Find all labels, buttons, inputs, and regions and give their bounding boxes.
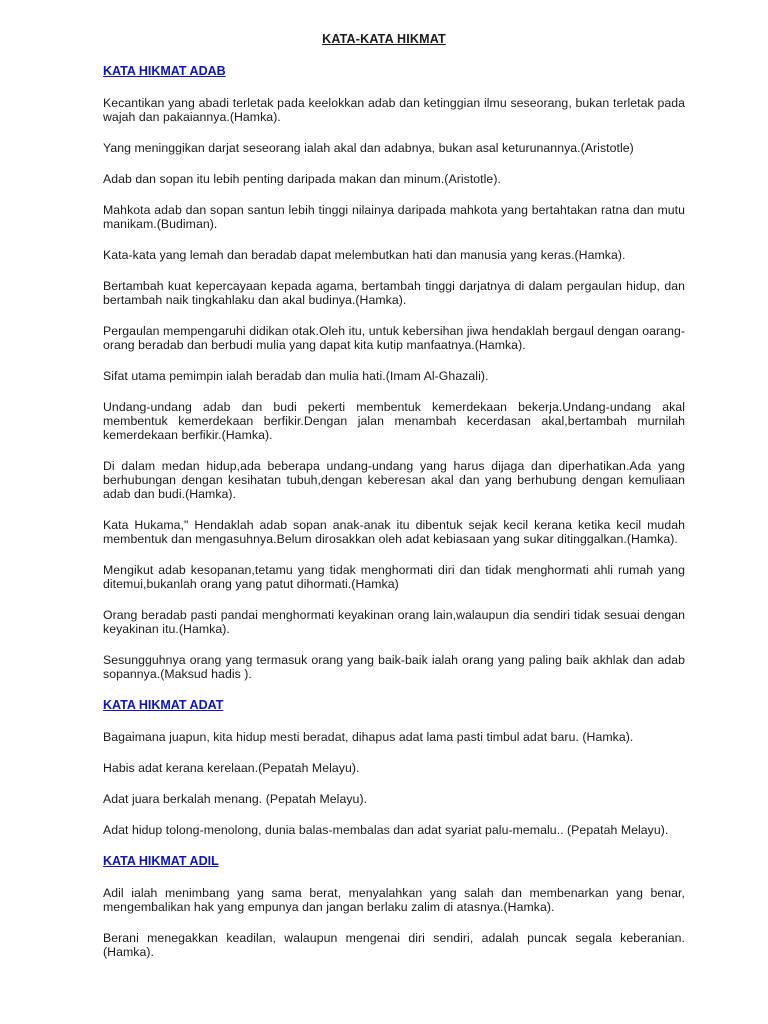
paragraph-adat-4: Adat hidup tolong-menolong, dunia balas-membalas dan adat syariat palu-memalu.. (Pepatah Melayu). xyxy=(103,823,669,837)
paragraph-adat-1: Bagaimana juapun, kita hidup mesti beradat, dihapus adat lama pasti timbul adat baru. (Hamka). xyxy=(103,730,634,744)
paragraph-adab-4: Mahkota adab dan sopan santun lebih tinggi nilainya daripada mahkota yang bertahtakan ratna dan mutu manikam.(Budiman). xyxy=(103,203,685,231)
paragraph-adab-10: Di dalam medan hidup,ada beberapa undang-undang yang harus dijaga dan diperhatikan.Ada yang berhubungan dengan kesihatan tubuh,dengan keberesan akal dan yang berhubung dengan kemuliaan adab dan budi.(Hamka). xyxy=(103,459,685,501)
paragraph-adil-1: Adil ialah menimbang yang sama berat, menyalahkan yang salah dan membenarkan yang benar, mengembalikan hak yang empunya dan jangan berlaku zalim di atasnya.(Hamka). xyxy=(103,886,685,914)
paragraph-adat-3: Adat juara berkalah menang. (Pepatah Melayu). xyxy=(103,792,368,806)
paragraph-adab-8: Sifat utama pemimpin ialah beradab dan mulia hati.(Imam Al-Ghazali). xyxy=(103,369,489,383)
paragraph-adab-13: Orang beradab pasti pandai menghormati keyakinan orang lain,walaupun dia sendiri tidak sesuai dengan keyakinan itu.(Hamka). xyxy=(103,608,685,636)
paragraph-adab-2: Yang meninggikan darjat seseorang ialah akal dan adabnya, bukan asal keturunannya.(Aristotle) xyxy=(103,141,634,155)
paragraph-adab-1: Kecantikan yang abadi terletak pada keelokkan adab dan ketinggian ilmu seseorang, bukan terletak pada wajah dan pakaiannya.(Hamka). xyxy=(103,96,685,124)
section-heading-adat[interactable]: KATA HIKMAT ADAT xyxy=(103,698,224,712)
paragraph-adab-3: Adab dan sopan itu lebih penting daripada makan dan minum.(Aristotle). xyxy=(103,172,501,186)
paragraph-adab-11: Kata Hukama," Hendaklah adab sopan anak-anak itu dibentuk sejak kecil kerana ketika kecil mudah membentuk dan mengasuhnya.Belum dirosakkan oleh adat kebiasaan yang sukar ditinggalkan.(Hamka). xyxy=(103,518,685,546)
document-body xyxy=(103,64,685,959)
section-heading-adil[interactable]: KATA HIKMAT ADIL xyxy=(103,854,219,868)
paragraph-adab-7: Pergaulan mempengaruhi didikan otak.Oleh itu, untuk kebersihan jiwa hendaklah bergaul dengan oarang-orang beradab dan berbudi mulia yang dapat kita kutip manfaatnya.(Hamka). xyxy=(103,324,685,352)
paragraph-adab-6: Bertambah kuat kepercayaan kepada agama, bertambah tinggi darjatnya di dalam pergaulan hidup, dan bertambah naik tingkahlaku dan akal budinya.(Hamka). xyxy=(103,279,685,307)
paragraph-adab-14: Sesungguhnya orang yang termasuk orang yang baik-baik ialah orang yang paling baik akhlak dan adab sopannya.(Maksud hadis ). xyxy=(103,653,685,681)
paragraph-adab-9: Undang-undang adab dan budi pekerti membentuk kemerdekaan bekerja.Undang-undang akal membentuk kemerdekaan berfikir.Dengan jalan menambah kecerdasan akal,bertambah murnilah kemerdekaan berfikir.(Hamka). xyxy=(103,400,685,442)
section-heading-adab[interactable]: KATA HIKMAT ADAB xyxy=(103,64,226,78)
paragraph-adil-2: Berani menegakkan keadilan, walaupun mengenai diri sendiri, adalah puncak segala keberanian.(Hamka). xyxy=(103,931,685,959)
document-title: KATA-KATA HIKMAT xyxy=(322,32,446,46)
paragraph-adat-2: Habis adat kerana kerelaan.(Pepatah Melayu). xyxy=(103,761,360,775)
paragraph-adab-5: Kata-kata yang lemah dan beradab dapat melembutkan hati dan manusia yang keras.(Hamka). xyxy=(103,248,626,262)
paragraph-adab-12: Mengikut adab kesopanan,tetamu yang tidak menghormati diri dan tidak menghormati ahli rumah yang ditemui,bukanlah orang yang patut dihormati.(Hamka) xyxy=(103,563,685,591)
